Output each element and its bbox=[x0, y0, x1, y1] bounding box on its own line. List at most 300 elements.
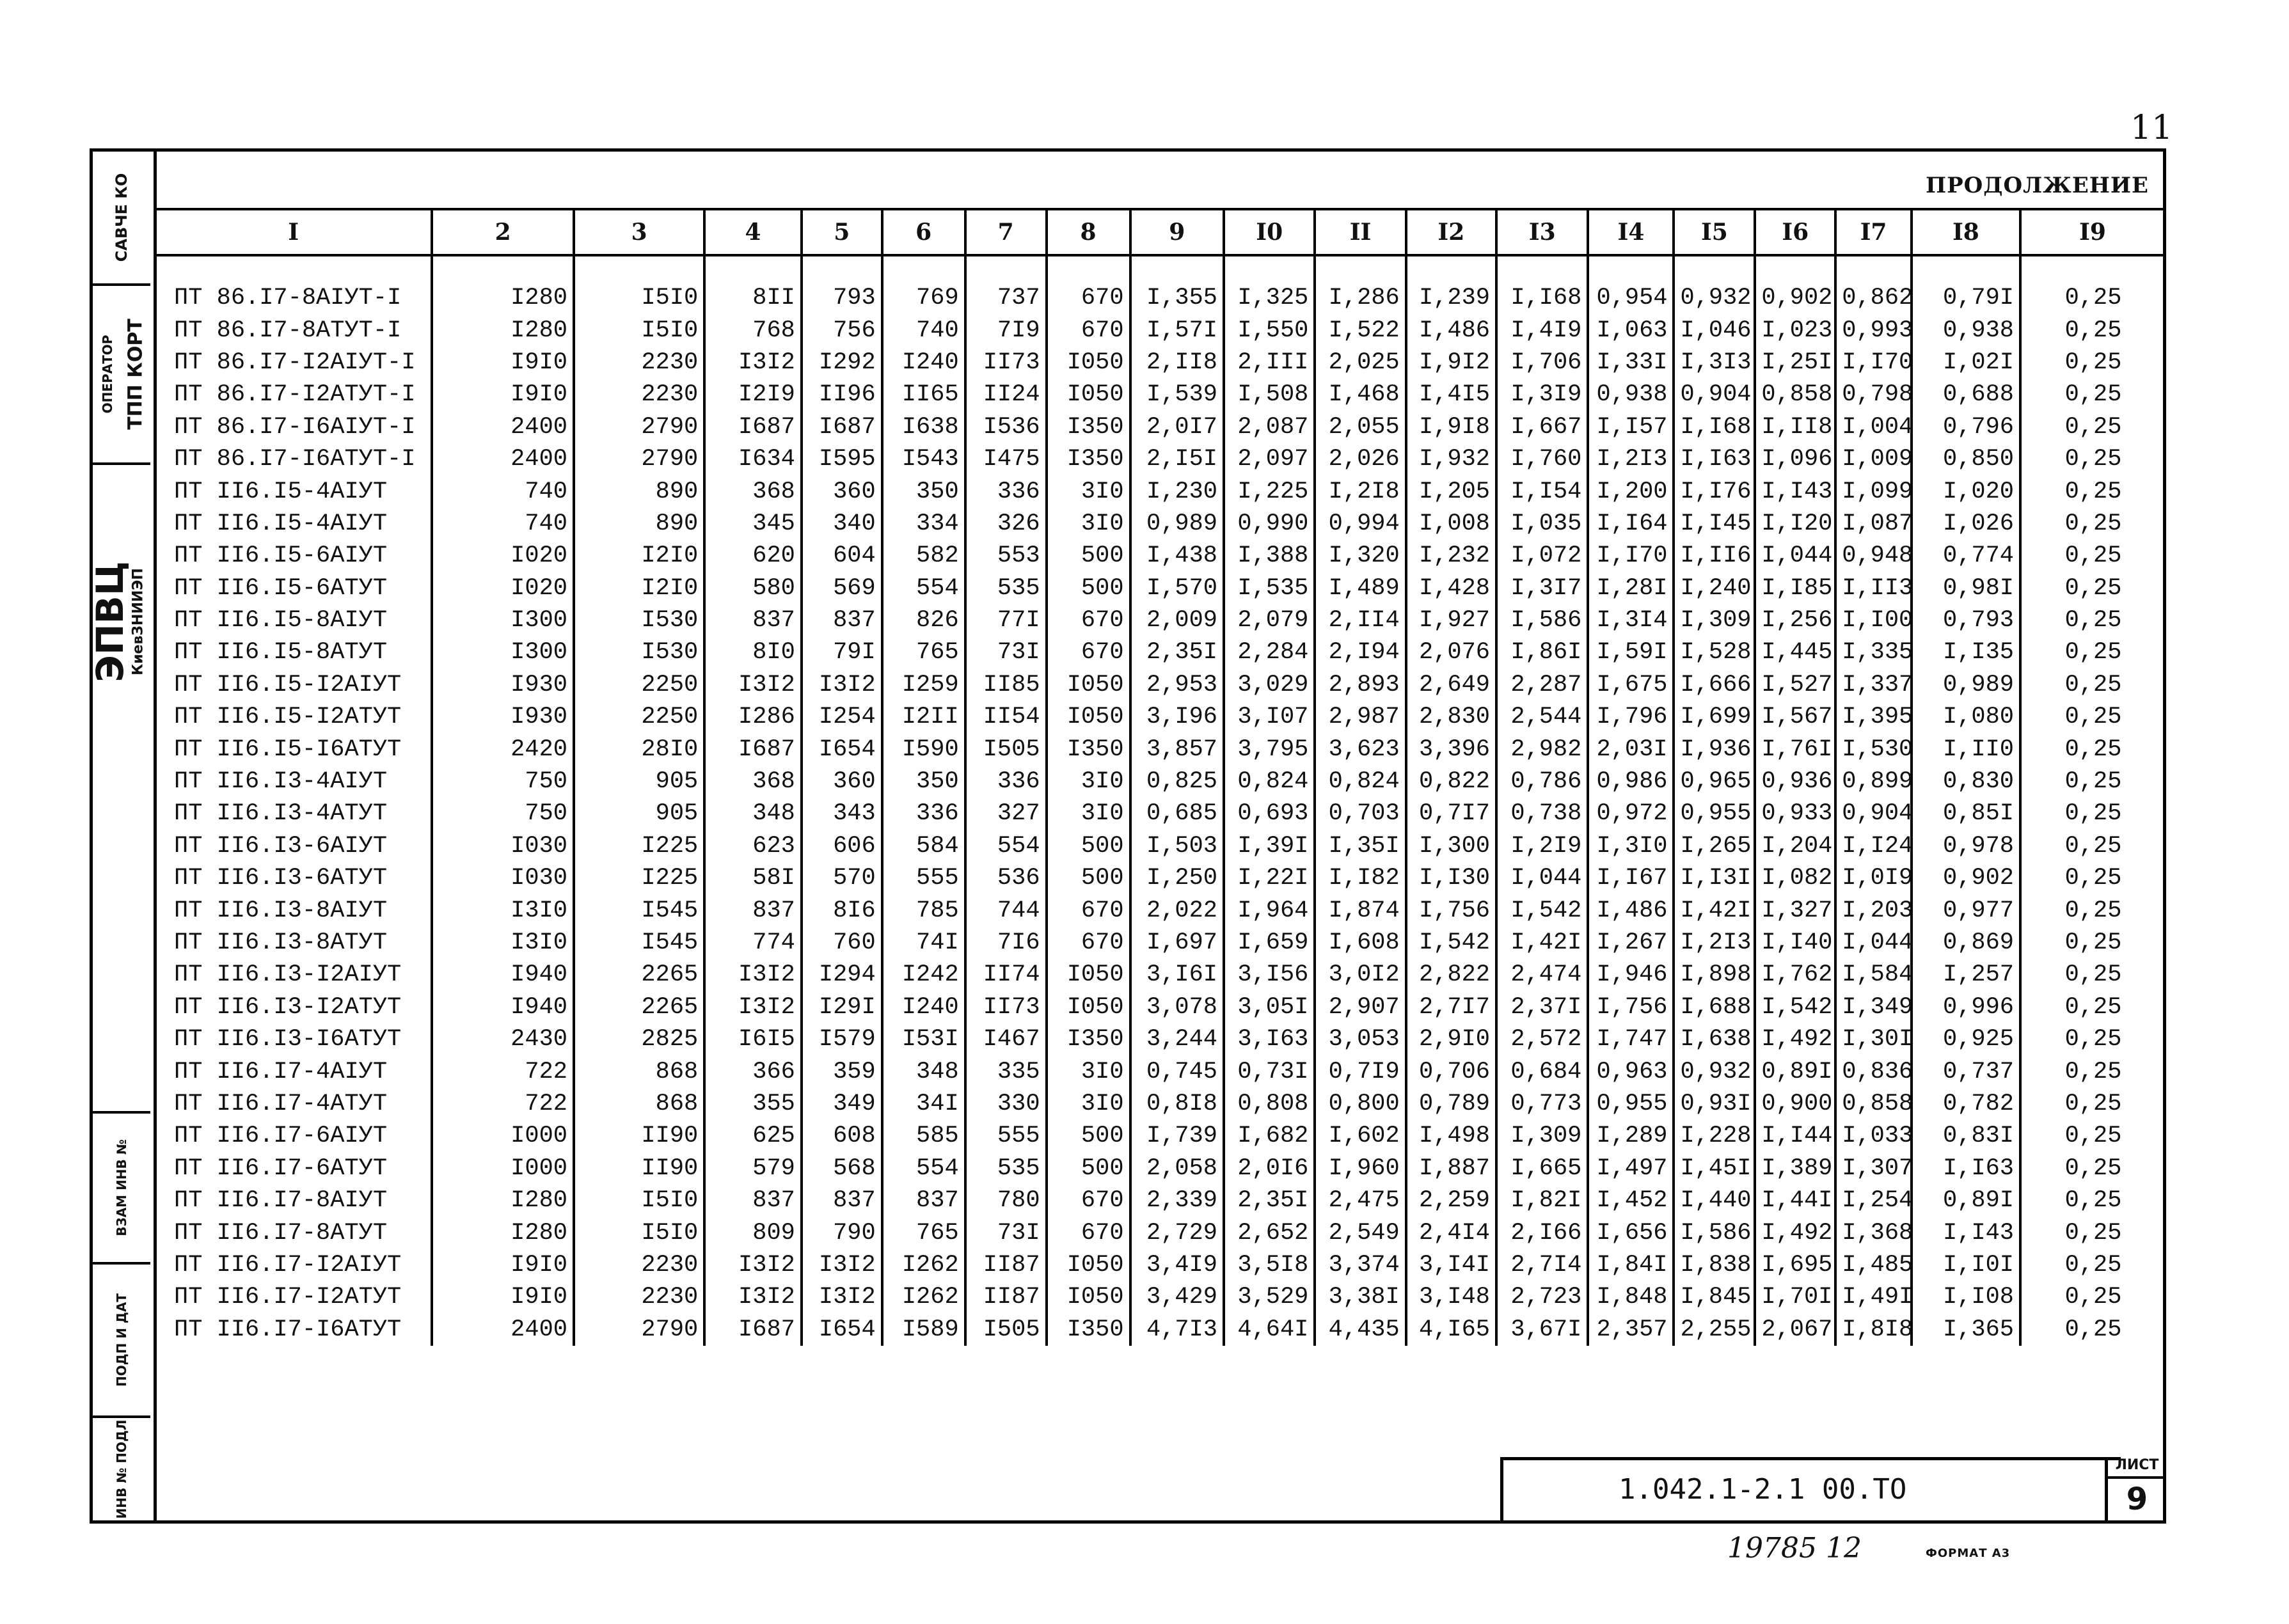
value-cell: 0,773 bbox=[1496, 1088, 1588, 1120]
value-cell: I,225 bbox=[1224, 475, 1315, 507]
value-cell: I,I44 bbox=[1755, 1120, 1835, 1152]
value-cell: I,250 bbox=[1130, 862, 1224, 894]
value-cell: I6I5 bbox=[704, 1023, 802, 1055]
value-cell: 0,869 bbox=[1912, 927, 2020, 959]
value-cell: 348 bbox=[882, 1055, 965, 1087]
value-cell: I,845 bbox=[1674, 1281, 1755, 1313]
value-cell: I,848 bbox=[1588, 1281, 1674, 1313]
column-header: I bbox=[155, 209, 432, 255]
column-header: 2 bbox=[432, 209, 574, 255]
value-cell: 2,03I bbox=[1588, 733, 1674, 765]
value-cell: I,498 bbox=[1406, 1120, 1496, 1152]
value-cell: 336 bbox=[965, 475, 1047, 507]
value-cell: 336 bbox=[882, 798, 965, 830]
value-cell: 620 bbox=[704, 540, 802, 572]
value-cell: 4,7I3 bbox=[1130, 1314, 1224, 1346]
product-code-cell: ПТ II6.I7-I2АIУТ bbox=[174, 1251, 402, 1279]
value-cell: 4,435 bbox=[1315, 1314, 1406, 1346]
value-cell: 0,7I7 bbox=[1406, 798, 1496, 830]
value-cell: I,528 bbox=[1674, 636, 1755, 668]
value-cell: I,I82 bbox=[1315, 862, 1406, 894]
spacer-cell bbox=[1047, 255, 1130, 282]
value-cell: 0,902 bbox=[1912, 862, 2020, 894]
spacer-cell bbox=[882, 255, 965, 282]
value-cell: I,932 bbox=[1406, 443, 1496, 475]
table-row bbox=[155, 411, 2165, 443]
value-cell: I050 bbox=[1047, 347, 1130, 379]
product-code-cell: ПТ II6.I7-6АIУТ bbox=[174, 1123, 388, 1150]
value-cell: I475 bbox=[965, 443, 1047, 475]
value-cell: I,874 bbox=[1315, 894, 1406, 926]
value-cell: 0,800 bbox=[1315, 1088, 1406, 1120]
value-cell: I225 bbox=[574, 830, 704, 862]
value-cell: I,486 bbox=[1406, 314, 1496, 346]
value-cell: 73I bbox=[965, 1217, 1047, 1249]
value-cell: I,570 bbox=[1130, 572, 1224, 604]
value-cell: 0,902 bbox=[1755, 282, 1835, 314]
value-cell: 0,904 bbox=[1674, 379, 1755, 411]
strip-institute-text: КиевЗНИИЭП bbox=[130, 568, 147, 675]
continuation-label: ПРОДОЛЖЕНИЕ bbox=[1926, 173, 2149, 198]
value-cell: 0,932 bbox=[1674, 1055, 1755, 1087]
value-cell: 2,35I bbox=[1130, 636, 1224, 668]
value-cell: I,033 bbox=[1835, 1120, 1912, 1152]
value-cell: 606 bbox=[802, 830, 882, 862]
value-cell: 0,955 bbox=[1588, 1088, 1674, 1120]
value-cell: I,608 bbox=[1315, 927, 1406, 959]
value-cell: I,044 bbox=[1755, 540, 1835, 572]
value-cell: I,228 bbox=[1674, 1120, 1755, 1152]
value-cell: 2400 bbox=[432, 443, 574, 475]
value-cell: 554 bbox=[965, 830, 1047, 862]
value-cell: 343 bbox=[802, 798, 882, 830]
value-cell: 3,857 bbox=[1130, 733, 1224, 765]
value-cell: 0,933 bbox=[1755, 798, 1835, 830]
value-cell: I,020 bbox=[1912, 475, 2020, 507]
value-cell: II65 bbox=[882, 379, 965, 411]
value-cell: 2,9I0 bbox=[1406, 1023, 1496, 1055]
value-cell: I000 bbox=[432, 1120, 574, 1152]
value-cell: 2,025 bbox=[1315, 347, 1406, 379]
product-code-cell: ПТ II6.I5-8АТУТ bbox=[174, 639, 388, 666]
table-row bbox=[155, 604, 2165, 636]
value-cell: 750 bbox=[432, 798, 574, 830]
value-cell: 2,474 bbox=[1496, 959, 1588, 991]
product-code-cell: ПТ 86.I7-I6АIУТ-I bbox=[174, 413, 416, 441]
strip-cell-inv bbox=[93, 1418, 150, 1520]
value-cell: 368 bbox=[704, 475, 802, 507]
value-cell: 3,795 bbox=[1224, 733, 1315, 765]
value-cell: 2230 bbox=[574, 379, 704, 411]
value-cell: 77I bbox=[965, 604, 1047, 636]
value-cell: 0,955 bbox=[1674, 798, 1755, 830]
value-cell: I,I30 bbox=[1406, 862, 1496, 894]
value-cell: 0,858 bbox=[1835, 1088, 1912, 1120]
value-cell: 0,688 bbox=[1912, 379, 2020, 411]
table-row bbox=[155, 1314, 2165, 1346]
value-cell: I,3I7 bbox=[1496, 572, 1588, 604]
value-cell: 0,990 bbox=[1224, 508, 1315, 540]
value-cell: I,452 bbox=[1588, 1185, 1674, 1217]
value-cell: 2,0I6 bbox=[1224, 1153, 1315, 1185]
value-cell: I300 bbox=[432, 604, 574, 636]
value-cell: 345 bbox=[704, 508, 802, 540]
value-cell: 3,374 bbox=[1315, 1249, 1406, 1281]
table-row bbox=[155, 475, 2165, 507]
value-cell: I,2I8 bbox=[1315, 475, 1406, 507]
value-cell: 670 bbox=[1047, 1217, 1130, 1249]
table-row bbox=[155, 798, 2165, 830]
value-cell: I,49I bbox=[1835, 1281, 1912, 1313]
value-cell: 570 bbox=[802, 862, 882, 894]
value-cell: 0,25 bbox=[2020, 1088, 2165, 1120]
value-cell: I,486 bbox=[1588, 894, 1674, 926]
value-cell: I687 bbox=[704, 733, 802, 765]
value-cell: I9I0 bbox=[432, 1249, 574, 1281]
value-cell: 608 bbox=[802, 1120, 882, 1152]
value-cell: 554 bbox=[882, 1153, 965, 1185]
spacer-cell bbox=[1224, 255, 1315, 282]
value-cell: 2,0I7 bbox=[1130, 411, 1224, 443]
value-cell: I579 bbox=[802, 1023, 882, 1055]
value-cell: 536 bbox=[965, 862, 1047, 894]
value-cell: 0,972 bbox=[1588, 798, 1674, 830]
value-cell: I,695 bbox=[1755, 1249, 1835, 1281]
value-cell: 34I bbox=[882, 1088, 965, 1120]
value-cell: 2,822 bbox=[1406, 959, 1496, 991]
value-cell: 2,I66 bbox=[1496, 1217, 1588, 1249]
value-cell: 7I6 bbox=[965, 927, 1047, 959]
value-cell: I,239 bbox=[1406, 282, 1496, 314]
value-cell: I,240 bbox=[1674, 572, 1755, 604]
value-cell: I280 bbox=[432, 1217, 574, 1249]
value-cell: 3,05I bbox=[1224, 991, 1315, 1023]
value-cell: I,337 bbox=[1835, 669, 1912, 701]
value-cell: 2825 bbox=[574, 1023, 704, 1055]
value-cell: I654 bbox=[802, 1314, 882, 1346]
value-cell: 0,822 bbox=[1406, 766, 1496, 798]
table-row bbox=[155, 1153, 2165, 1185]
value-cell: 585 bbox=[882, 1120, 965, 1152]
value-cell: I,638 bbox=[1674, 1023, 1755, 1055]
value-cell: I,542 bbox=[1755, 991, 1835, 1023]
value-cell: I3I2 bbox=[704, 1249, 802, 1281]
value-cell: 837 bbox=[882, 1185, 965, 1217]
strip-cell-org bbox=[88, 465, 150, 778]
value-cell: 0,793 bbox=[1912, 604, 2020, 636]
value-cell: I,665 bbox=[1496, 1153, 1588, 1185]
strip-operator-text: ОПЕРАТОР bbox=[100, 335, 115, 414]
spacer-cell bbox=[1674, 255, 1755, 282]
value-cell: 3,244 bbox=[1130, 1023, 1224, 1055]
value-cell: I,756 bbox=[1588, 991, 1674, 1023]
value-cell: 554 bbox=[882, 572, 965, 604]
value-cell: 0,25 bbox=[2020, 862, 2165, 894]
value-cell: I,I63 bbox=[1674, 443, 1755, 475]
value-cell: 760 bbox=[802, 927, 882, 959]
value-cell: 535 bbox=[965, 572, 1047, 604]
value-cell: I262 bbox=[882, 1281, 965, 1313]
value-cell: I,080 bbox=[1912, 701, 2020, 733]
value-cell: I,567 bbox=[1755, 701, 1835, 733]
value-cell: I,365 bbox=[1912, 1314, 2020, 1346]
value-cell: I,4I9 bbox=[1496, 314, 1588, 346]
value-cell: 327 bbox=[965, 798, 1047, 830]
value-cell: 3,0I2 bbox=[1315, 959, 1406, 991]
value-cell: I,42I bbox=[1496, 927, 1588, 959]
value-cell: 0,986 bbox=[1588, 766, 1674, 798]
sheet-box bbox=[2105, 1457, 2166, 1524]
value-cell: 868 bbox=[574, 1055, 704, 1087]
value-cell: 0,789 bbox=[1406, 1088, 1496, 1120]
value-cell: 670 bbox=[1047, 1185, 1130, 1217]
value-cell: I,468 bbox=[1315, 379, 1406, 411]
value-cell: I350 bbox=[1047, 1023, 1130, 1055]
value-cell: I687 bbox=[704, 411, 802, 443]
value-cell: 0,25 bbox=[2020, 733, 2165, 765]
value-cell: I53I bbox=[882, 1023, 965, 1055]
value-cell: 670 bbox=[1047, 282, 1130, 314]
value-cell: I5I0 bbox=[574, 1217, 704, 1249]
value-cell: 3I0 bbox=[1047, 1055, 1130, 1087]
product-code-cell: ПТ 86.I7-8АIУТ-I bbox=[174, 285, 402, 312]
value-cell: 790 bbox=[802, 1217, 882, 1249]
value-cell: 0,89I bbox=[1912, 1185, 2020, 1217]
value-cell: 2,4I4 bbox=[1406, 1217, 1496, 1249]
column-header: I6 bbox=[1755, 209, 1835, 255]
value-cell: I,232 bbox=[1406, 540, 1496, 572]
table-row bbox=[155, 991, 2165, 1023]
value-cell: I,035 bbox=[1496, 508, 1588, 540]
product-code-cell: ПТ II6.I5-4АIУТ bbox=[174, 510, 388, 537]
value-cell: I5I0 bbox=[574, 282, 704, 314]
spacer-cell bbox=[155, 255, 432, 282]
value-cell: I,388 bbox=[1224, 540, 1315, 572]
value-cell: 0,925 bbox=[1912, 1023, 2020, 1055]
value-cell: II87 bbox=[965, 1249, 1047, 1281]
strip-cell-operator bbox=[93, 286, 150, 465]
value-cell: I9I0 bbox=[432, 379, 574, 411]
value-cell: I9I0 bbox=[432, 347, 574, 379]
value-cell: I,28I bbox=[1588, 572, 1674, 604]
value-cell: I020 bbox=[432, 572, 574, 604]
value-cell: 2,009 bbox=[1130, 604, 1224, 636]
column-header: 3 bbox=[574, 209, 704, 255]
product-code-cell: ПТ 86.I7-8АТУТ-I bbox=[174, 317, 402, 344]
title-block bbox=[1500, 1457, 2121, 1524]
value-cell: 3,396 bbox=[1406, 733, 1496, 765]
value-cell: 740 bbox=[432, 475, 574, 507]
value-cell: I530 bbox=[574, 636, 704, 668]
strip-author-text: САВЧЕ КО bbox=[113, 173, 131, 262]
value-cell: I930 bbox=[432, 701, 574, 733]
value-cell: I930 bbox=[432, 669, 574, 701]
table-row bbox=[155, 540, 2165, 572]
value-cell: 670 bbox=[1047, 604, 1130, 636]
value-cell: 0,25 bbox=[2020, 508, 2165, 540]
value-cell: I638 bbox=[882, 411, 965, 443]
spacer-cell bbox=[965, 255, 1047, 282]
value-cell: 0,93I bbox=[1674, 1088, 1755, 1120]
value-cell: 0,782 bbox=[1912, 1088, 2020, 1120]
handwritten-note: 19785 12 bbox=[1727, 1532, 1862, 1565]
value-cell: 625 bbox=[704, 1120, 802, 1152]
value-cell: 0,796 bbox=[1912, 411, 2020, 443]
product-code-cell: ПТ II6.I7-I6АТУТ bbox=[174, 1316, 402, 1343]
value-cell: 555 bbox=[882, 862, 965, 894]
value-cell: I,I76 bbox=[1674, 475, 1755, 507]
value-cell: 0,993 bbox=[1835, 314, 1912, 346]
value-cell: 500 bbox=[1047, 830, 1130, 862]
value-cell: 0,994 bbox=[1315, 508, 1406, 540]
value-cell: 0,989 bbox=[1912, 669, 2020, 701]
value-cell: I050 bbox=[1047, 1249, 1130, 1281]
value-cell: 0,25 bbox=[2020, 443, 2165, 475]
value-cell: 350 bbox=[882, 475, 965, 507]
value-cell: 3,I4I bbox=[1406, 1249, 1496, 1281]
value-cell: I,602 bbox=[1315, 1120, 1406, 1152]
table-row bbox=[155, 733, 2165, 765]
value-cell: 0,25 bbox=[2020, 636, 2165, 668]
value-cell: I,550 bbox=[1224, 314, 1315, 346]
value-cell: 826 bbox=[882, 604, 965, 636]
value-cell: I020 bbox=[432, 540, 574, 572]
value-cell: I,257 bbox=[1912, 959, 2020, 991]
value-cell: I,35I bbox=[1315, 830, 1406, 862]
value-cell: 0,25 bbox=[2020, 347, 2165, 379]
value-cell: I,503 bbox=[1130, 830, 1224, 862]
value-cell: I5I0 bbox=[574, 1185, 704, 1217]
value-cell: 0,25 bbox=[2020, 701, 2165, 733]
value-cell: I,087 bbox=[1835, 508, 1912, 540]
value-cell: 569 bbox=[802, 572, 882, 604]
value-cell: I240 bbox=[882, 347, 965, 379]
value-cell: I,796 bbox=[1588, 701, 1674, 733]
value-cell: I,I00 bbox=[1835, 604, 1912, 636]
value-cell: 0,703 bbox=[1315, 798, 1406, 830]
sheet-label: ЛИСТ bbox=[2108, 1457, 2166, 1479]
value-cell: 334 bbox=[882, 508, 965, 540]
value-cell: I,530 bbox=[1835, 733, 1912, 765]
value-cell: I,428 bbox=[1406, 572, 1496, 604]
value-cell: 3I0 bbox=[1047, 1088, 1130, 1120]
value-cell: I,706 bbox=[1496, 347, 1588, 379]
strip-cell-author bbox=[93, 152, 150, 286]
product-code-cell: ПТ II6.I5-I6АТУТ bbox=[174, 736, 402, 763]
value-cell: 368 bbox=[704, 766, 802, 798]
value-cell: I9I0 bbox=[432, 1281, 574, 1313]
value-cell: 2,35I bbox=[1224, 1185, 1315, 1217]
value-cell: 0,900 bbox=[1755, 1088, 1835, 1120]
document-number: 1.042.1-2.1 00.TO bbox=[1619, 1473, 1907, 1506]
column-header: I7 bbox=[1835, 209, 1912, 255]
value-cell: 0,932 bbox=[1674, 282, 1755, 314]
value-cell: 905 bbox=[574, 798, 704, 830]
value-cell: I,026 bbox=[1912, 508, 2020, 540]
value-cell: II90 bbox=[574, 1153, 704, 1185]
product-code-cell: ПТ 86.I7-I2АТУТ-I bbox=[174, 381, 416, 409]
value-cell: 4,64I bbox=[1224, 1314, 1315, 1346]
value-cell: I,355 bbox=[1130, 282, 1224, 314]
table-row bbox=[155, 1023, 2165, 1055]
value-cell: I,762 bbox=[1755, 959, 1835, 991]
value-cell: 2,357 bbox=[1588, 1314, 1674, 1346]
value-cell: 336 bbox=[965, 766, 1047, 798]
value-cell: I,9I2 bbox=[1406, 347, 1496, 379]
value-cell: I,667 bbox=[1496, 411, 1588, 443]
value-cell: I350 bbox=[1047, 733, 1130, 765]
value-cell: I,25I bbox=[1755, 347, 1835, 379]
value-cell: 2,830 bbox=[1406, 701, 1496, 733]
value-cell: I,I64 bbox=[1588, 508, 1674, 540]
value-cell: 750 bbox=[432, 766, 574, 798]
value-cell: 0,25 bbox=[2020, 604, 2165, 636]
value-cell: 0,25 bbox=[2020, 411, 2165, 443]
value-cell: 0,824 bbox=[1224, 766, 1315, 798]
value-cell: 3I0 bbox=[1047, 766, 1130, 798]
value-cell: 0,706 bbox=[1406, 1055, 1496, 1087]
column-header: 4 bbox=[704, 209, 802, 255]
value-cell: I,02I bbox=[1912, 347, 2020, 379]
value-cell: I2I0 bbox=[574, 572, 704, 604]
value-cell: I654 bbox=[802, 733, 882, 765]
value-cell: I,044 bbox=[1835, 927, 1912, 959]
value-cell: I,438 bbox=[1130, 540, 1224, 572]
value-cell: 535 bbox=[965, 1153, 1047, 1185]
spacer-cell bbox=[1912, 255, 2020, 282]
value-cell: 0,25 bbox=[2020, 959, 2165, 991]
value-cell: 2,987 bbox=[1315, 701, 1406, 733]
value-cell: I,2I3 bbox=[1674, 927, 1755, 959]
table-row bbox=[155, 1088, 2165, 1120]
value-cell: I,946 bbox=[1588, 959, 1674, 991]
value-cell: 3,029 bbox=[1224, 669, 1315, 701]
spacer-cell bbox=[1496, 255, 1588, 282]
value-cell: 785 bbox=[882, 894, 965, 926]
value-cell: 579 bbox=[704, 1153, 802, 1185]
value-cell: I,I68 bbox=[1674, 411, 1755, 443]
spacer-cell bbox=[1835, 255, 1912, 282]
value-cell: II54 bbox=[965, 701, 1047, 733]
value-cell: I,349 bbox=[1835, 991, 1912, 1023]
column-header: 6 bbox=[882, 209, 965, 255]
value-cell: I,I08 bbox=[1912, 1281, 2020, 1313]
value-cell: I29I bbox=[802, 991, 882, 1023]
value-cell: I294 bbox=[802, 959, 882, 991]
value-cell: 349 bbox=[802, 1088, 882, 1120]
spacer-cell bbox=[1315, 255, 1406, 282]
value-cell: 0,745 bbox=[1130, 1055, 1224, 1087]
value-cell: I,682 bbox=[1224, 1120, 1315, 1152]
product-code-cell: ПТ II6.I7-8АIУТ bbox=[174, 1187, 388, 1215]
value-cell: 0,963 bbox=[1588, 1055, 1674, 1087]
value-cell: I505 bbox=[965, 733, 1047, 765]
value-cell: I,666 bbox=[1674, 669, 1755, 701]
value-cell: I,42I bbox=[1674, 894, 1755, 926]
value-cell: I,200 bbox=[1588, 475, 1674, 507]
value-cell: I,760 bbox=[1496, 443, 1588, 475]
value-cell: 0,850 bbox=[1912, 443, 2020, 475]
value-cell: 2,982 bbox=[1496, 733, 1588, 765]
value-cell: I,659 bbox=[1224, 927, 1315, 959]
value-cell: I030 bbox=[432, 830, 574, 862]
value-cell: 0,738 bbox=[1496, 798, 1588, 830]
value-cell: 73I bbox=[965, 636, 1047, 668]
value-cell: 2,729 bbox=[1130, 1217, 1224, 1249]
value-cell: I,072 bbox=[1496, 540, 1588, 572]
spacer-cell bbox=[1406, 255, 1496, 282]
value-cell: I280 bbox=[432, 282, 574, 314]
